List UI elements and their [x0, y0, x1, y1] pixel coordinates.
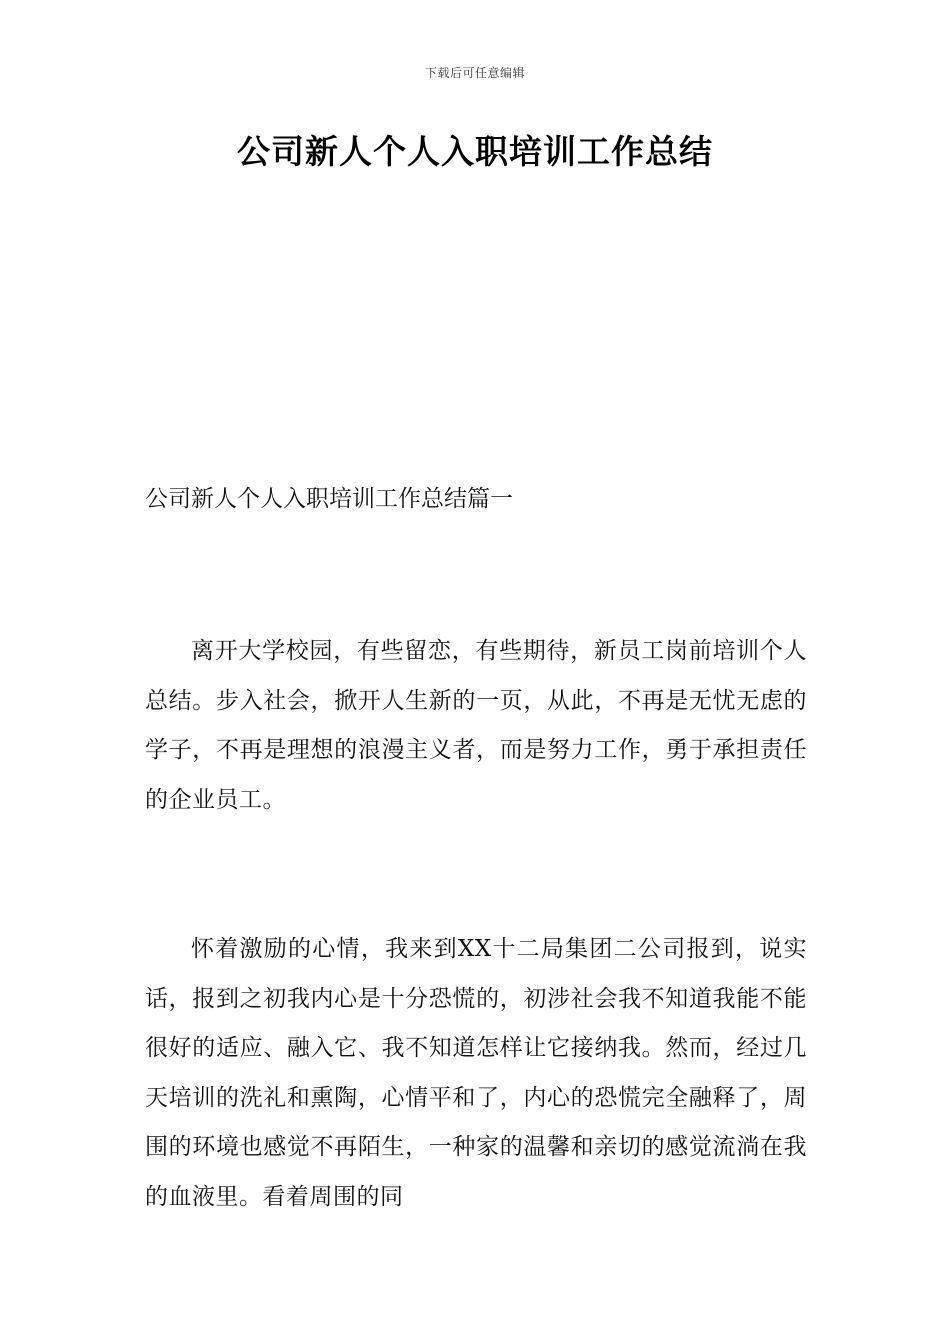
document-title: 公司新人个人入职培训工作总结 [237, 132, 713, 171]
header-note: 下载后可任意编辑 [424, 66, 525, 80]
body-paragraph-1: 离开大学校园，有些留恋，有些期待，新员工岗前培训个人总结。步入社会，掀开人生新的一页，从此，不再是无忧无虑的学子，不再是理想的浪漫主义者，而是努力工作，勇于承担责任的企业员工。 [145, 638, 807, 813]
body-paragraph-2: 怀着激励的心情，我来到XX十二局集团二公司报到，说实话，报到之初我内心是十分恐慌的，初涉社会我不知道我能不能很好的适应、融入它、我不知道怎样让它接纳我。然而，经过几天培训的洗礼和熏陶，心情平和了，内心的恐慌完全融释了，周围的环境也感觉不再陌生，一种家的温馨和亲切的感觉流淌在我的血液里。看着周围的同 [145, 936, 807, 1210]
section-heading: 公司新人个人入职培训工作总结篇一 [145, 486, 513, 512]
